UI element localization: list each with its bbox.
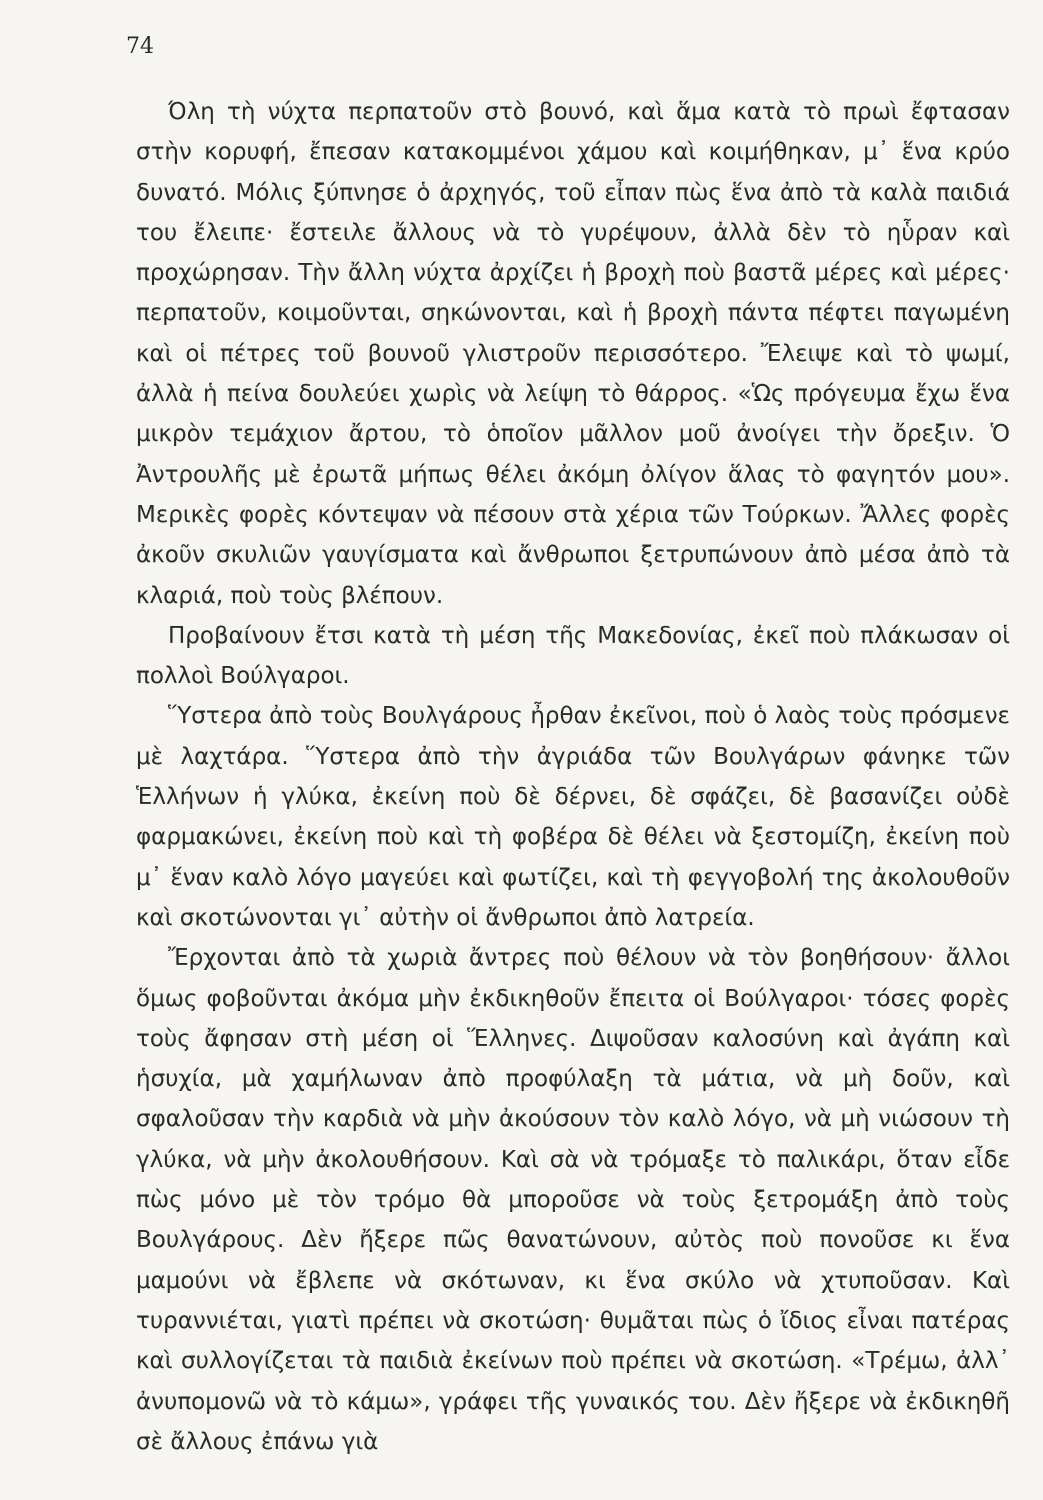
paragraph-3: Ὕστερα ἀπὸ τοὺς Βουλγάρους ἦρθαν ἐκεῖνοι, ποὺ ὁ λαὸς τοὺς πρόσμενε μὲ λαχτάρα. Ὕστερα ἀπὸ τὴν ἀγριάδα τῶν Βουλγάρων φάνηκε τῶν Ἑλλήνων ἡ γλύκα, ἐκείνη ποὺ δὲ δέρνει, δὲ σφάζει, δὲ βασανίζει οὐδὲ φαρμακώνει, ἐκείνη ποὺ καὶ τὴ φοβέρα δὲ θέλει νὰ ξεστομίζη, ἐκείνη ποὺ μ᾽ ἕναν καλὸ λόγο μαγεύει καὶ φωτίζει, καὶ τὴ φεγγοβολή της ἀκολουθοῦν καὶ σκοτώνονται γι᾽ αὐτὴν οἱ ἄνθρωποι ἀπὸ λατρεία.: [136, 703, 1010, 931]
paragraph-4: Ἔρχονται ἀπὸ τὰ χωριὰ ἄντρες ποὺ θέλουν νὰ τὸν βοηθήσουν· ἄλλοι ὅμως φοβοῦνται ἀκόμα μὴν ἐκδικηθοῦν ἔπειτα οἱ Βούλγαροι· τόσες φορὲς τοὺς ἄφησαν στὴ μέση οἱ Ἕλληνες. Διψοῦσαν καλοσύνη καὶ ἀγάπη καὶ ἡσυχία, μὰ χαμήλωναν ἀπὸ προφύλαξη τὰ μάτια, νὰ μὴ δοῦν, καὶ σφαλοῦσαν τὴν καρδιὰ νὰ μὴν ἀκούσουν τὸν καλὸ λόγο, νὰ μὴ νιώσουν τὴ γλύκα, νὰ μὴν ἀκολουθήσουν. Καὶ σὰ νὰ τρόμαξε τὸ παλικάρι, ὅταν εἶδε πὼς μόνο μὲ τὸν τρόμο θὰ μποροῦσε νὰ τοὺς ξετρομάξη ἀπὸ τοὺς Βουλγάρους. Δὲν ἤξερε πῶς θανατώνουν, αὐτὸς ποὺ πονοῦσε κι ἕνα μαμούνι νὰ ἔβλεπε νὰ σκότωναν, κι ἕνα σκύλο νὰ χτυποῦσαν. Καὶ τυραννιέται, γιατὶ πρέπει νὰ σκοτώση· θυμᾶται πὼς ὁ ἴδιος εἶναι πατέρας καὶ συλλογίζεται τὰ παιδιὰ ἐκείνων ποὺ πρέπει νὰ σκοτώση. «Τρέμω, ἀλλ᾽ ἀνυπομονῶ νὰ τὸ κάμω», γράφει τῆς γυναικός του. Δὲν ἤξερε νὰ ἐκδικηθῆ σὲ ἄλλους ἐπάνω γιὰ: [136, 945, 1010, 1455]
paragraph-1: Όλη τὴ νύχτα περπατοῦν στὸ βουνό, καὶ ἅμα κατὰ τὸ πρωὶ ἔφτασαν στὴν κορυφή, ἔπεσαν κατακομμένοι χάμου καὶ κοιμήθηκαν, μ᾽ ἕνα κρύο δυνατό. Μόλις ξύπνησε ὁ ἀρχηγός, τοῦ εἶπαν πὼς ἕνα ἀπὸ τὰ καλὰ παιδιά του ἔλειπε· ἔστειλε ἄλλους νὰ τὸ γυρέψουν, ἀλλὰ δὲν τὸ ηὗραν καὶ προχώρησαν. Τὴν ἄλλη νύχτα ἀρχίζει ἡ βροχὴ ποὺ βαστᾶ μέρες καὶ μέρες· περπατοῦν, κοιμοῦνται, σηκώνονται, καὶ ἡ βροχὴ πάντα πέφτει παγωμένη καὶ οἱ πέτρες τοῦ βουνοῦ γλιστροῦν περισσότερο. Ἔλειψε καὶ τὸ ψωμί, ἀλλὰ ἡ πείνα δουλεύει χωρὶς νὰ λείψη τὸ θάρρος. «Ὡς πρόγευμα ἔχω ἕνα μικρὸν τεμάχιον ἄρτου, τὸ ὁποῖον μᾶλλον μοῦ ἀνοίγει τὴν ὄρεξιν. Ὁ Ἀντρουλῆς μὲ ἐρωτᾶ μήπως θέλει ἀκόμη ὀλίγον ἅλας τὸ φαγητόν μου». Μερικὲς φορὲς κόντεψαν νὰ πέσουν στὰ χέρια τῶν Τούρκων. Ἄλλες φορὲς ἀκοῦν σκυλιῶν γαυγίσματα καὶ ἄνθρωποι ξετρυπώνουν ἀπὸ μέσα ἀπὸ τὰ κλαριά, ποὺ τοὺς βλέπουν.: [136, 99, 1010, 609]
body-text: [136, 92, 1010, 1462]
paragraph-2: Προβαίνουν ἔτσι κατὰ τὴ μέση τῆς Μακεδονίας, ἐκεῖ ποὺ πλάκωσαν οἱ πολλοὶ Βούλγαροι.: [136, 622, 1010, 690]
page-number: 74: [126, 34, 154, 59]
